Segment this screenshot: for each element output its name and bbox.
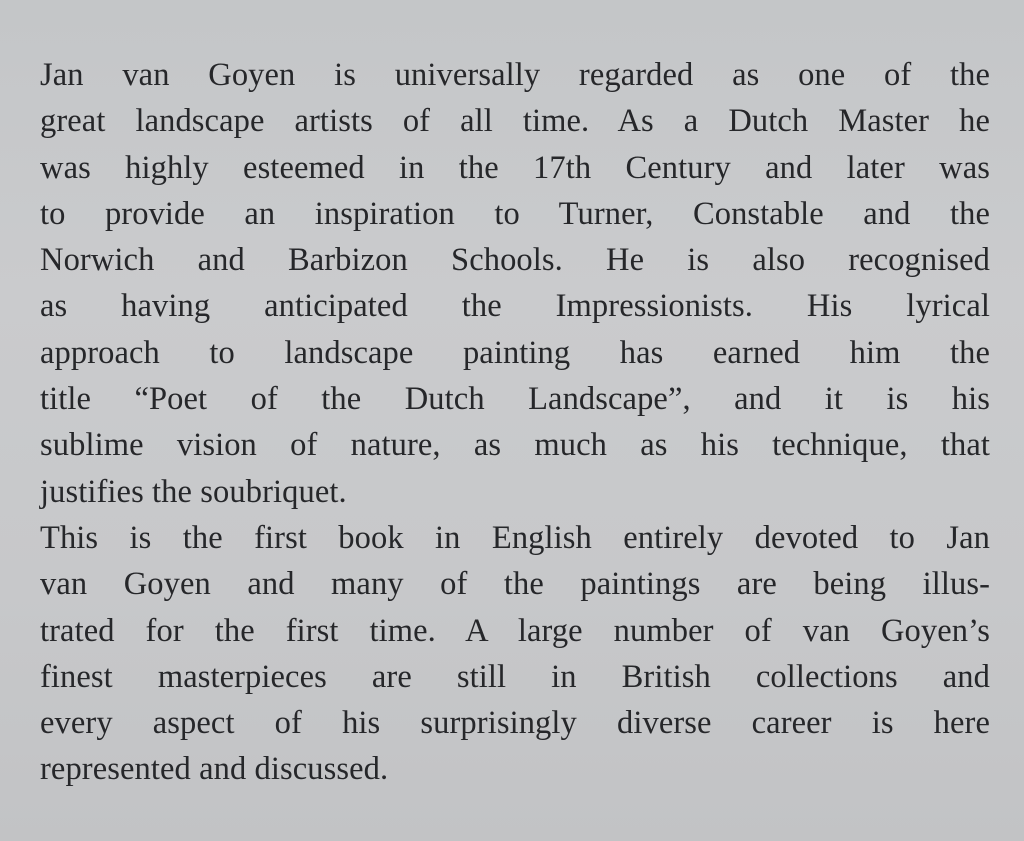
text-line: van Goyen and many of the paintings are being illus- xyxy=(40,566,990,603)
paragraph-1 xyxy=(40,52,990,515)
text-line: was highly esteemed in the 17th Century and later was xyxy=(40,149,990,186)
text-line: This is the first book in English entirely devoted to Jan xyxy=(40,519,990,556)
text-line: represented and discussed. xyxy=(40,751,389,788)
text-line: every aspect of his surprisingly diverse career is here xyxy=(40,705,990,742)
paragraph-2 xyxy=(40,515,990,793)
text-line: as having anticipated the Impressionists. His lyrical xyxy=(40,288,990,325)
text-line: Norwich and Barbizon Schools. He is also recognised xyxy=(40,242,990,279)
text-line: justifies the soubriquet. xyxy=(40,473,347,510)
text-line: approach to landscape painting has earned him the xyxy=(40,334,990,371)
text-line: great landscape artists of all time. As a Dutch Master he xyxy=(40,103,990,140)
text-line: finest masterpieces are still in British collections and xyxy=(40,658,990,695)
text-line: to provide an inspiration to Turner, Constable and the xyxy=(40,195,990,232)
blurb-text xyxy=(40,52,990,793)
text-line: trated for the first time. A large number of van Goyen’s xyxy=(40,612,990,649)
text-line: title “Poet of the Dutch Landscape”, and it is his xyxy=(40,381,990,418)
text-line: Jan van Goyen is universally regarded as one of the xyxy=(40,57,990,93)
text-line: sublime vision of nature, as much as his technique, that xyxy=(40,427,990,464)
